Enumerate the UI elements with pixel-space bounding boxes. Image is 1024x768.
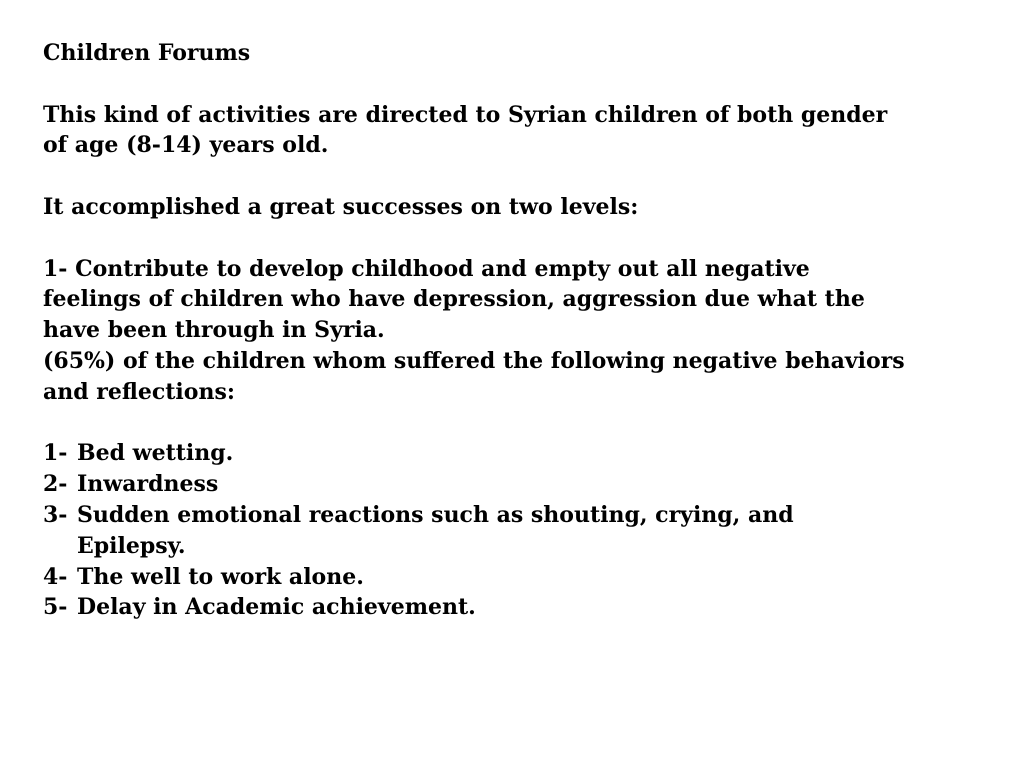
spacer [43,223,1024,254]
list-item [43,469,1024,500]
list-item [43,438,1024,469]
intro-line-1: This kind of activities are directed to Syrian children of both gender [43,101,888,128]
list-item-continuation [43,531,1024,562]
list-item-number: 4- [43,563,68,590]
list-item-number: 1- [43,440,68,467]
list-item [43,592,1024,623]
intro-line-2: of age (8-14) years old. [43,132,329,159]
list-item-text: Bed wetting. [77,440,234,467]
list-item-number: 5- [43,594,68,621]
list-item-number: 2- [43,471,68,498]
levels-heading: It accomplished a great successes on two levels: [43,193,639,220]
spacer [43,69,1024,100]
spacer [43,161,1024,192]
list-item-text: Sudden emotional reactions such as shouting, crying, and [77,501,794,528]
list-item [43,500,1024,531]
list-item-text: Inwardness [77,471,219,498]
level-1-line-3: have been through in Syria. [43,317,385,344]
list-item-text: The well to work alone. [77,563,364,590]
spacer [43,408,1024,439]
document-title: Children Forums [43,40,251,66]
list-item-number: 3- [43,501,68,528]
stat-line-1: (65%) of the children whom suffered the following negative behaviors [43,347,905,374]
behaviors-list [43,438,1024,623]
list-item-text: Delay in Academic achievement. [77,594,476,621]
list-item [43,562,1024,593]
level-1-line-1: 1- Contribute to develop childhood and empty out all negative [43,255,810,282]
stat-line-2: and reflections: [43,378,235,405]
list-item-continuation-text: Epilepsy. [77,532,186,559]
level-1-line-2: feelings of children who have depression, aggression due what the [43,286,865,313]
